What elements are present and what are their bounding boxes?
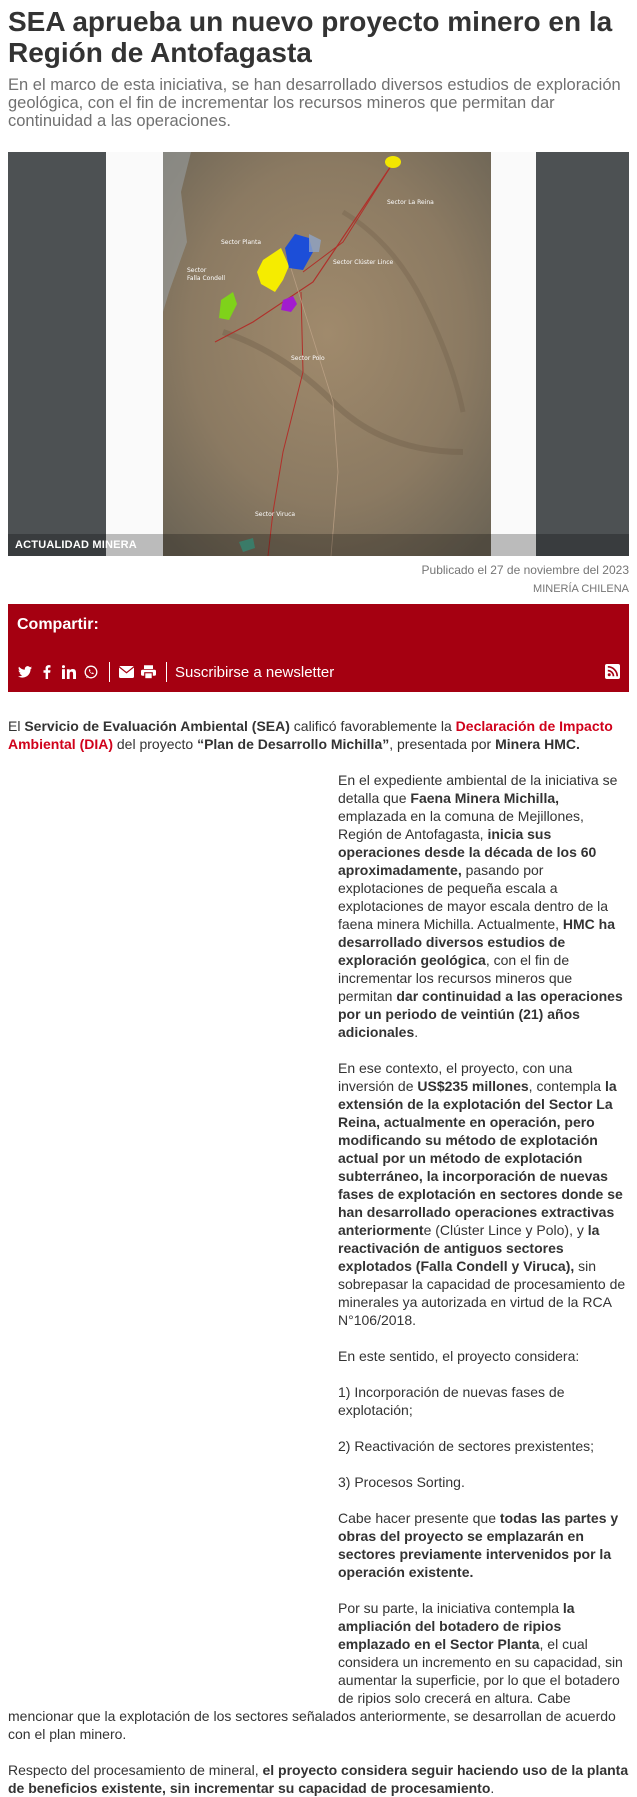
list-item: 1) Incorporación de nuevas fases de explotación; [338,1384,565,1418]
article-container [8,0,629,1797]
print-icon[interactable] [140,664,156,680]
project-map [163,152,491,556]
list-item: 3) Procesos Sorting. [338,1474,465,1490]
paragraph: Por su parte, la iniciativa contempla la ampliación del botadero de ripios emplazado en el Sector Planta, el cual considera un incremento en su capacidad, sin aumentar la superficie, por lo que el botadero de ripios solo crecerá en altura. Cabe mencionar que la explotación de los sectores señalados anteriormente, se desarrollan de acuerdo con el plan minero. [8,1600,623,1742]
image-margin-left [106,152,163,556]
twitter-icon[interactable] [17,664,33,680]
source-link[interactable]: MINERÍA CHILENA [533,583,629,595]
paragraph-intro: El Servicio de Evaluación Ambiental (SEA) calificó favorablemente la Declaración de Impacto Ambiental (DIA) del proyecto “Plan de Desarrollo Michilla”, presentada por Minera HMC. [8,718,613,752]
newsletter-link[interactable]: Suscribirse a newsletter [175,663,335,681]
image-margin-right [491,152,536,556]
share-icons-row [17,662,334,682]
list-item: 2) Reactivación de sectores prexistentes; [338,1438,595,1454]
whatsapp-icon[interactable] [83,664,99,680]
label-falla-line2: Falla Condell [187,275,225,282]
article-title: SEA aprueba un nuevo proyecto minero en la Región de Antofagasta [8,6,613,68]
dia-link[interactable]: Declaración de Impacto Ambiental (DIA) [8,718,613,752]
share-separator [166,662,167,682]
article-body [8,717,629,1797]
article-subtitle: En el marco de esta iniciativa, se han desarrollado diversos estudios de exploración geológica, con el fin de incrementar los recursos mineros que permitan dar continuidad a las operaciones. [8,76,621,130]
paragraph: En el expediente ambiental de la iniciativa se detalla que Faena Minera Michilla, emplazada en la comuna de Mejillones, Región de Antofagasta, inicia sus operaciones desde la década de los 60 aproximadamente, pasando por explotaciones de pequeña escala a explotaciones de mayor escala dentro de la faena minera Michilla. Actualmente, HMC ha desarrollado diversos estudios de exploración geológica, con el fin de incrementar los recursos mineros que permitan dar continuidad a las operaciones por un periodo de veintiún (21) años adicionales. [338,772,623,1040]
label-polo: Sector Polo [291,355,325,362]
share-bar [8,604,629,692]
share-title: Compartir: [17,616,99,633]
label-falla-line1: Sector [187,267,207,274]
linkedin-icon[interactable] [61,664,77,680]
share-separator [109,662,110,682]
hero-image[interactable] [8,152,629,556]
image-caption: ACTUALIDAD MINERA [15,539,137,551]
paragraph: Cabe hacer presente que todas las partes y obras del proyecto se emplazarán en sectores previamente intervenidos por la operación existente. [338,1510,619,1580]
paragraph: Respecto del procesamiento de mineral, el proyecto considera seguir haciendo uso de la planta de beneficios existente, sin incrementar su capacidad de procesamiento. [8,1762,629,1796]
paragraph: En este sentido, el proyecto considera: [338,1348,580,1364]
zone-la-reina [385,156,401,168]
label-cluster-lince: Sector Clúster Lince [333,259,394,266]
label-viruca: Sector Viruca [255,511,296,518]
embedded-media-placeholder [8,771,338,1706]
label-planta: Sector Planta [221,239,261,246]
facebook-icon[interactable] [39,664,55,680]
rss-icon[interactable] [605,664,620,679]
publish-date: Publicado el 27 de noviembre del 2023 [421,563,629,577]
label-la-reina: Sector La Reina [387,199,434,206]
image-caption-bar [8,534,629,556]
terrain [163,152,491,556]
email-icon[interactable] [118,664,134,680]
paragraph: En ese contexto, el proyecto, con una inversión de US$235 millones, contempla la extensión de la explotación del Sector La Reina, actualmente en operación, pero modificando su método de explotación actual por un método de explotación subterráneo, la incorporación de nuevas fases de explotación en sectores donde se han desarrollado operaciones extractivas anteriormente (Clúster Lince y Polo), y la reactivación de antiguos sectores explotados (Falla Condell y Viruca), sin sobrepasar la capacidad de procesamiento de minerales ya autorizada en virtud de la RCA N°106/2018. [338,1060,626,1328]
